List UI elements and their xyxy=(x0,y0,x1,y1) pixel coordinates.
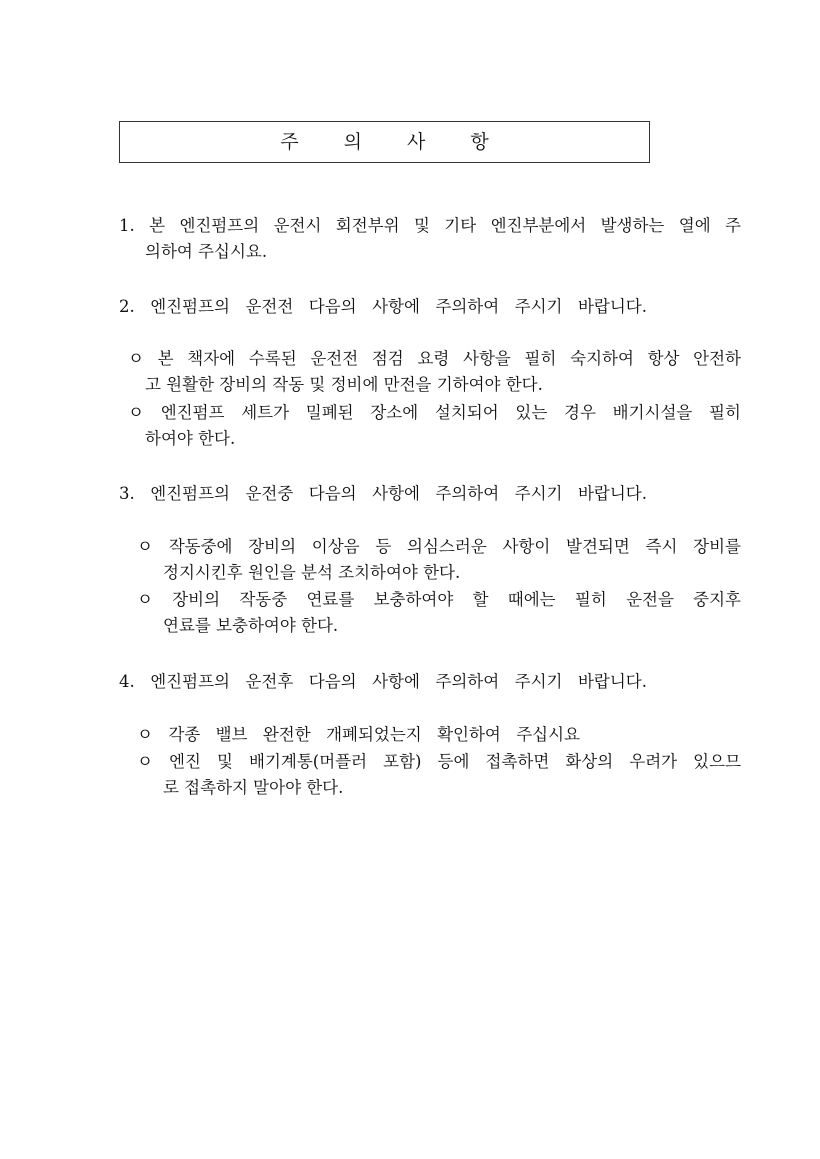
item-4-bullet-2-line-2: 로 접촉하지 말아야 한다. xyxy=(163,778,344,797)
item-2-bullet-1-line-2: 고 원활한 장비의 작동 및 정비에 만전을 기하여야 한다. xyxy=(145,375,543,394)
item-3-bullet-1-line-1: ㅇ 작동중에 장비의 이상음 등 의심스러운 사항이 발견되면 즉시 장비를 xyxy=(137,537,741,556)
item-3-bullet-2-line-2: 연료를 보충하여야 한다. xyxy=(163,616,339,635)
item-2-bullet-2-line-2: 하여야 한다. xyxy=(145,429,236,448)
title-box xyxy=(119,121,650,163)
item-1-line-1: 1. 본 엔진펌프의 운전시 회전부위 및 기타 엔진부분에서 발생하는 열에 주 xyxy=(119,216,741,235)
item-4-heading: 4. 엔진펌프의 운전후 다음의 사항에 주의하여 주시기 바랍니다. xyxy=(119,672,647,691)
item-4-bullet-2-line-1: ㅇ 엔진 및 배기계통(머플러 포함) 등에 접촉하면 화상의 우려가 있으므 xyxy=(137,752,741,771)
item-1-line-2: 의하여 주십시요. xyxy=(145,242,268,261)
item-2-bullet-1-line-1: ㅇ 본 책자에 수록된 운전전 점검 요령 사항을 필히 숙지하여 항상 안전하 xyxy=(128,349,741,368)
item-4-bullet-1-line-1: ㅇ 각종 밸브 완전한 개폐되었는지 확인하여 주십시요 xyxy=(137,725,580,744)
item-2-heading: 2. 엔진펌프의 운전전 다음의 사항에 주의하여 주시기 바랍니다. xyxy=(119,297,647,316)
page-title: 주의사항 xyxy=(280,131,534,153)
item-3-bullet-2-line-1: ㅇ 장비의 작동중 연료를 보충하여야 할 때에는 필히 운전을 중지후 xyxy=(137,590,741,609)
item-3-bullet-1-line-2: 정지시킨후 원인을 분석 조치하여야 한다. xyxy=(163,563,461,582)
item-2-bullet-2-line-1: ㅇ 엔진펌프 세트가 밀폐된 장소에 설치되어 있는 경우 배기시설을 필히 xyxy=(128,403,741,422)
item-3-heading: 3. 엔진펌프의 운전중 다음의 사항에 주의하여 주시기 바랍니다. xyxy=(119,484,647,503)
